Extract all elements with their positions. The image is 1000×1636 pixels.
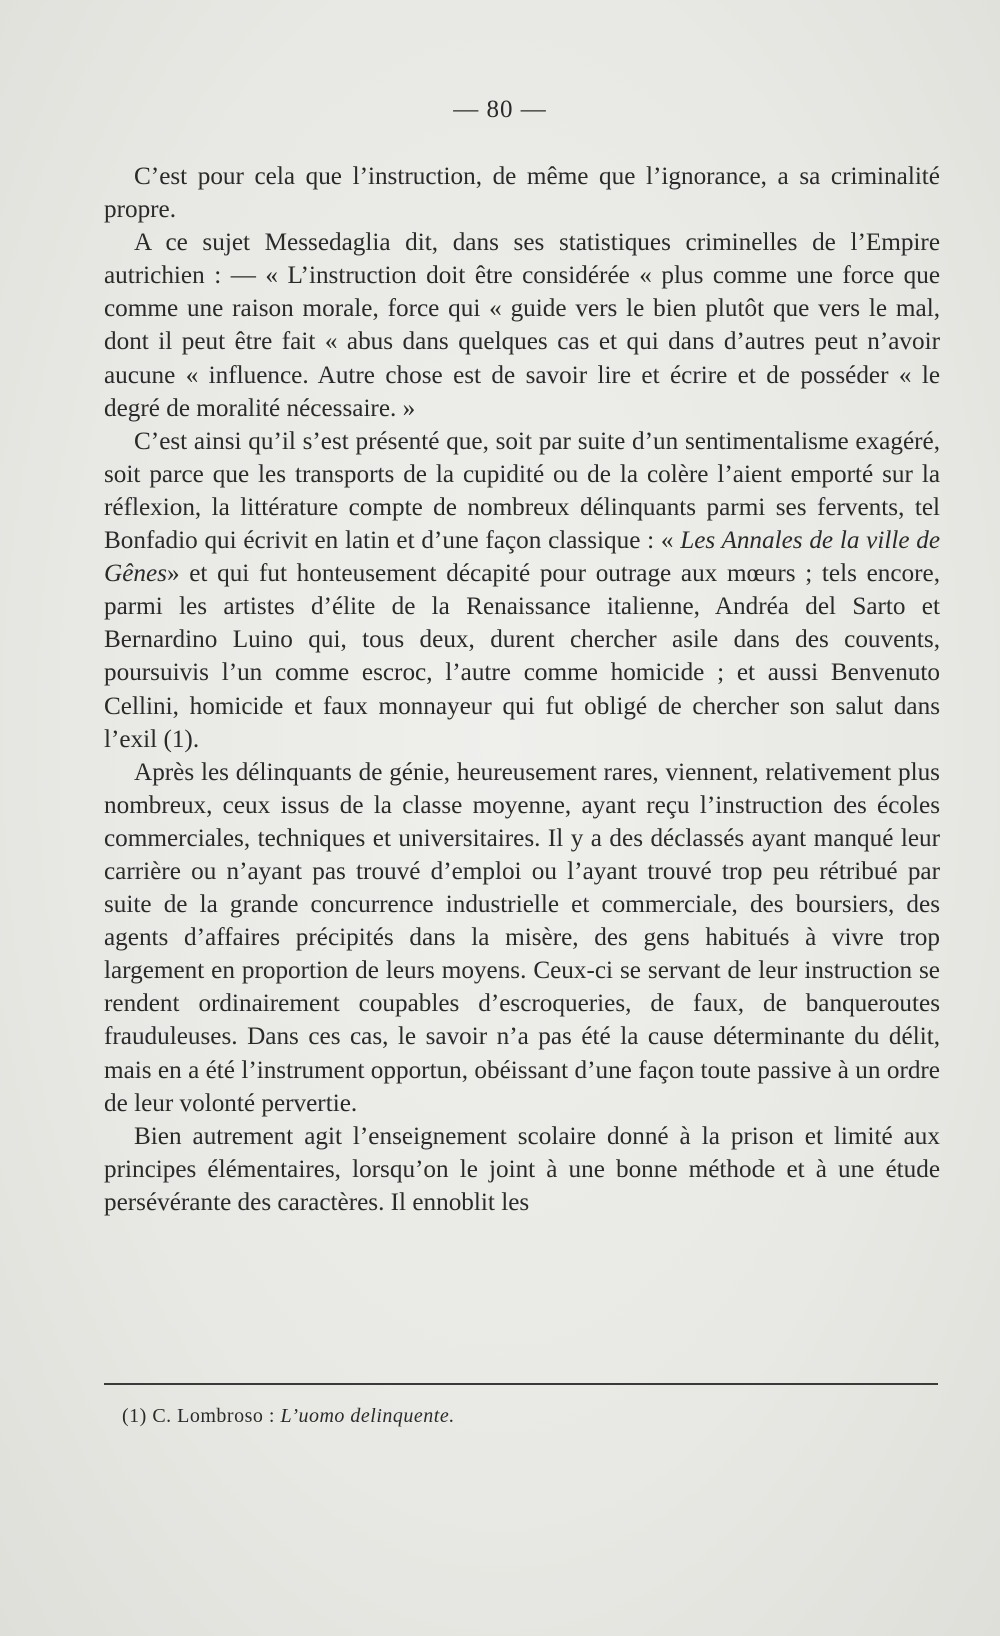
page-number: — 80 — [453, 96, 547, 123]
footnote-title: L’uomo delinquente. [280, 1405, 455, 1427]
footnote-rule [104, 1383, 938, 1385]
paragraph-2-quote: A ce sujet Messedaglia dit, dans ses statistiques criminelles de l’Empire autrichien : — « L’instruction doit être considérée « plus comme une force que comme une raison morale, force qui « guide vers le bien plutôt que vers le mal, dont il peut être fait « abus dans quelques cas et qui dans d’autres peut n’avoir aucune « influence. Autre chose est de savoir lire et écrire et de posséder « le degré de moralité nécessaire. » [104, 229, 940, 422]
paragraph-5: Bien autrement agit l’enseignement scolaire donné à la prison et limité aux principes élémentaires, lorsqu’on le joint à une bonne méthode et à une étude persévérante des caractères. Il ennoblit les [104, 1122, 940, 1216]
footnote [122, 1405, 932, 1428]
cited-work-title: Les Annales de la ville de Gênes [104, 527, 940, 588]
body-text [104, 160, 940, 1219]
footnote-marker: (1) C. Lombroso : [122, 1405, 275, 1427]
paragraph-4: Après les délinquants de génie, heureusement rares, viennent, relativement plus nombreux, ceux issus de la classe moyenne, ayant reçu l’instruction des écoles commerciales, techniques et universitaires. Il y a des déclassés ayant manqué leur carrière ou n’ayant pas trouvé d’emploi ou l’ayant trouvé trop peu rétribué par suite de la grande concurrence industrielle et commerciale, des boursiers, des agents d’affaires précipités dans la misère, des gens habitués à vivre trop largement en proportion de leurs moyens. Ceux-ci se servant de leur instruction se rendent ordinairement coupables d’escroqueries, de faux, de banqueroutes frauduleuses. Dans ces cas, le savoir n’a pas été la cause déterminante du délit, mais en a été l’instrument opportun, obéissant d’une façon toute passive à un ordre de leur volonté pervertie. [104, 758, 940, 1117]
paragraph-3-part-a: C’est ainsi qu’il s’est présenté que, soit par suite d’un sentimentalisme exagéré, soit parce que les transports de la cupidité ou de la colère l’aient emporté sur la réflexion, la littérature compte de nombreux délinquants parmi ses fervents, tel Bonfadio qui écrivit en latin et d’une façon classique : « [104, 427, 940, 555]
paragraph-3 [104, 425, 940, 756]
paragraph-3-part-b: » et qui fut honteusement décapité pour outrage aux mœurs ; tels encore, parmi les artistes d’élite de la Renaissance italienne, Andréa del Sarto et Bernardino Luino qui, tous deux, durent chercher asile dans des couvents, poursuivis l’un comme escroc, l’autre comme homicide ; et aussi Benvenuto Cellini, homicide et faux monnayeur qui fut obligé de chercher son salut dans l’exil (1). [104, 560, 940, 753]
paragraph-1: C’est pour cela que l’instruction, de même que l’ignorance, a sa criminalité propre. [104, 163, 940, 224]
